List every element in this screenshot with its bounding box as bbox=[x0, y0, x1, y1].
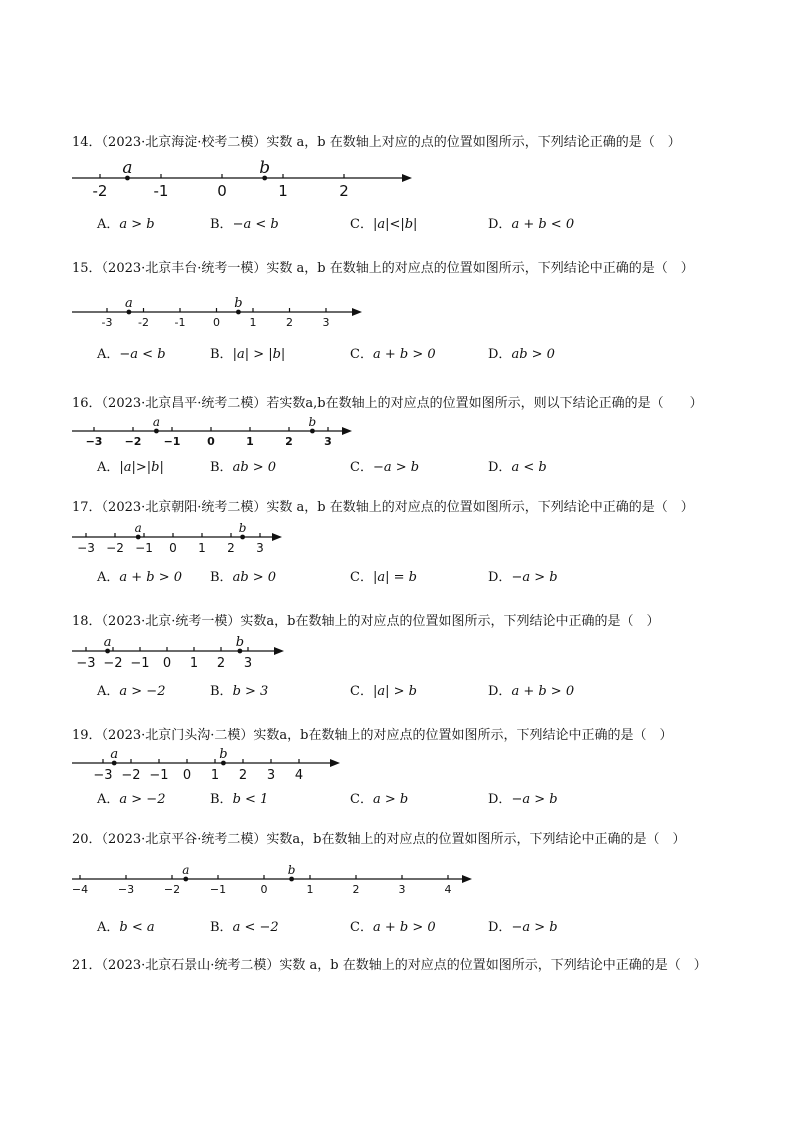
tick-label: 2 bbox=[216, 656, 226, 671]
tick-label: 0 bbox=[182, 768, 192, 783]
option-c[interactable]: C．−a > b bbox=[350, 460, 420, 475]
tick-label: 2 bbox=[352, 883, 360, 896]
options-row bbox=[72, 214, 732, 236]
question-stem: 18．（2023·北京·统考一模）实数a，b在数轴上的对应点的位置如图所示，下列结论中正确的是（ ） bbox=[72, 614, 660, 629]
tick-label: 3 bbox=[243, 656, 253, 671]
question-stem: 16．（2023·北京昌平·统考二模）若实数a,b在数轴上的对应点的位置如图所示，则以下结论正确的是（ ） bbox=[72, 396, 703, 411]
point-a bbox=[183, 877, 188, 882]
option-c[interactable]: C．|a| = b bbox=[350, 570, 417, 585]
tick-label: -1 bbox=[174, 316, 186, 329]
question-20 bbox=[72, 829, 732, 939]
point-b bbox=[310, 429, 315, 434]
question-18 bbox=[72, 611, 732, 703]
point-label-a: a bbox=[182, 863, 190, 877]
tick-label: 1 bbox=[249, 316, 257, 329]
option-c[interactable]: C．a + b > 0 bbox=[350, 920, 436, 935]
tick-label: -1 bbox=[153, 182, 169, 200]
question-21 bbox=[72, 955, 732, 977]
tick-label: −3 bbox=[93, 768, 113, 783]
option-a[interactable]: A．a > b bbox=[97, 217, 155, 232]
option-b[interactable]: B．−a < b bbox=[210, 217, 279, 232]
point-label-a: a bbox=[152, 415, 160, 429]
tick-label: 1 bbox=[306, 883, 314, 896]
tick-label: −1 bbox=[130, 656, 150, 671]
option-b[interactable]: B．b < 1 bbox=[210, 792, 269, 807]
tick-label: 1 bbox=[198, 541, 206, 555]
options-row bbox=[72, 917, 732, 939]
tick-label: −1 bbox=[149, 768, 169, 783]
question-19 bbox=[72, 725, 732, 811]
question-stem: 19．（2023·北京门头沟·二模）实数a，b在数轴上的对应点的位置如图所示，下列结论中正确的是（ ） bbox=[72, 728, 673, 743]
point-label-a: a bbox=[103, 635, 112, 650]
option-a[interactable]: A．a + b > 0 bbox=[97, 570, 183, 585]
tick-label: −1 bbox=[135, 541, 153, 555]
tick-label: −2 bbox=[106, 541, 124, 555]
option-b[interactable]: B．ab > 0 bbox=[210, 570, 277, 585]
point-label-b: b bbox=[235, 635, 245, 650]
tick-label: 4 bbox=[294, 768, 304, 783]
option-c[interactable]: C．|a|<|b| bbox=[350, 217, 418, 232]
question-14 bbox=[72, 132, 732, 236]
tick-label: 1 bbox=[278, 182, 288, 200]
question-stem: 17．（2023·北京朝阳·统考二模）实数 a，b 在数轴上的对应点的位置如图所示，下列结论中正确的是（ ） bbox=[72, 500, 694, 515]
tick-label: 0 bbox=[169, 541, 177, 555]
axis-arrow bbox=[352, 308, 362, 316]
point-label-a: a bbox=[134, 521, 142, 535]
number-line bbox=[72, 749, 340, 789]
tick-label: 2 bbox=[238, 768, 248, 783]
tick-label: 0 bbox=[213, 316, 220, 329]
tick-label: 4 bbox=[444, 883, 452, 896]
axis-arrow bbox=[274, 647, 284, 655]
number-line bbox=[72, 523, 282, 561]
point-b bbox=[240, 535, 245, 540]
option-c[interactable]: C．|a| > b bbox=[350, 684, 417, 699]
tick-label: 2 bbox=[285, 435, 293, 448]
option-b[interactable]: B．ab > 0 bbox=[210, 460, 277, 475]
number-line bbox=[72, 158, 412, 210]
option-a[interactable]: A．b < a bbox=[97, 920, 155, 935]
tick-label: -2 bbox=[138, 316, 149, 329]
tick-label: 0 bbox=[217, 182, 227, 200]
option-d[interactable]: D．−a > b bbox=[488, 920, 558, 935]
option-d[interactable]: D．a < b bbox=[488, 460, 547, 475]
point-label-b: b bbox=[259, 158, 271, 178]
tick-label: −3 bbox=[117, 883, 135, 896]
number-line bbox=[72, 294, 362, 334]
number-line bbox=[72, 865, 472, 907]
options-row bbox=[72, 344, 732, 366]
options-row bbox=[72, 457, 732, 479]
tick-label: −3 bbox=[77, 541, 95, 555]
point-label-a: a bbox=[122, 158, 133, 178]
tick-label: −2 bbox=[124, 435, 142, 448]
axis-arrow bbox=[402, 174, 412, 182]
option-b[interactable]: B．|a| > |b| bbox=[210, 347, 286, 362]
tick-label: −1 bbox=[209, 883, 227, 896]
point-a bbox=[136, 535, 141, 540]
tick-label: 3 bbox=[322, 316, 330, 329]
option-a[interactable]: A．a > −2 bbox=[97, 684, 166, 699]
question-stem: 14．（2023·北京海淀·校考二模）实数 a，b 在数轴上对应的点的位置如图所示，下列结论正确的是（ ） bbox=[72, 135, 681, 150]
tick-label: 0 bbox=[207, 435, 215, 448]
number-line bbox=[72, 637, 284, 677]
option-b[interactable]: B．b > 3 bbox=[210, 684, 269, 699]
axis-arrow bbox=[342, 427, 352, 435]
question-stem: 21．（2023·北京石景山·统考二模）实数 a，b 在数轴上的对应点的位置如图所示，下列结论中正确的是（ ） bbox=[72, 958, 707, 973]
tick-label: 3 bbox=[398, 883, 406, 896]
point-label-b: b bbox=[238, 521, 247, 535]
option-a[interactable]: A．|a|>|b| bbox=[97, 460, 164, 475]
tick-label: -2 bbox=[92, 182, 108, 200]
point-label-a: a bbox=[125, 296, 133, 311]
point-label-b: b bbox=[308, 415, 317, 429]
option-b[interactable]: B．a < −2 bbox=[210, 920, 279, 935]
option-c[interactable]: C．a + b > 0 bbox=[350, 347, 436, 362]
tick-label: 2 bbox=[286, 316, 293, 329]
options-row bbox=[72, 789, 732, 811]
options-row bbox=[72, 681, 732, 703]
number-line bbox=[72, 417, 352, 455]
question-16 bbox=[72, 393, 732, 479]
tick-label: -3 bbox=[101, 316, 113, 329]
question-17 bbox=[72, 497, 732, 589]
tick-label: −2 bbox=[121, 768, 141, 783]
point-label-b: b bbox=[287, 863, 296, 877]
tick-label: 2 bbox=[227, 541, 235, 555]
tick-label: 3 bbox=[266, 768, 276, 783]
tick-label: −3 bbox=[76, 656, 96, 671]
tick-label: 0 bbox=[260, 883, 268, 896]
point-label-b: b bbox=[234, 296, 243, 311]
question-stem: 15．（2023·北京丰台·统考一模）实数 a，b 在数轴上的对应点的位置如图所示，下列结论中正确的是（ ） bbox=[72, 261, 694, 276]
option-d[interactable]: D．ab > 0 bbox=[488, 347, 555, 362]
option-c[interactable]: C．a > b bbox=[350, 792, 409, 807]
axis-arrow bbox=[462, 875, 472, 883]
tick-label: 0 bbox=[162, 656, 172, 671]
tick-label: −3 bbox=[85, 435, 103, 448]
option-d[interactable]: D．a + b < 0 bbox=[488, 217, 575, 232]
option-d[interactable]: D．a + b > 0 bbox=[488, 684, 575, 699]
tick-label: −2 bbox=[103, 656, 123, 671]
question-stem: 20．（2023·北京平谷·统考二模）实数a，b在数轴上的对应点的位置如图所示，下列结论中正确的是（ ） bbox=[72, 832, 686, 847]
question-15 bbox=[72, 258, 732, 366]
point-label-a: a bbox=[110, 747, 119, 762]
tick-label: −1 bbox=[163, 435, 181, 448]
axis-arrow bbox=[272, 533, 282, 541]
point-label-b: b bbox=[219, 747, 228, 762]
tick-label: −2 bbox=[163, 883, 181, 896]
tick-label: 1 bbox=[246, 435, 254, 448]
tick-label: 2 bbox=[339, 182, 349, 200]
option-a[interactable]: A．−a < b bbox=[97, 347, 166, 362]
option-a[interactable]: A．a > −2 bbox=[97, 792, 166, 807]
tick-label: 3 bbox=[324, 435, 332, 448]
options-row bbox=[72, 567, 732, 589]
option-d[interactable]: D．−a > b bbox=[488, 792, 558, 807]
tick-label: 1 bbox=[210, 768, 220, 783]
point-a bbox=[154, 429, 159, 434]
tick-label: −4 bbox=[71, 883, 89, 896]
option-d[interactable]: D．−a > b bbox=[488, 570, 558, 585]
point-b bbox=[289, 877, 294, 882]
tick-label: 1 bbox=[189, 656, 199, 671]
tick-label: 3 bbox=[256, 541, 264, 555]
axis-arrow bbox=[330, 759, 340, 767]
